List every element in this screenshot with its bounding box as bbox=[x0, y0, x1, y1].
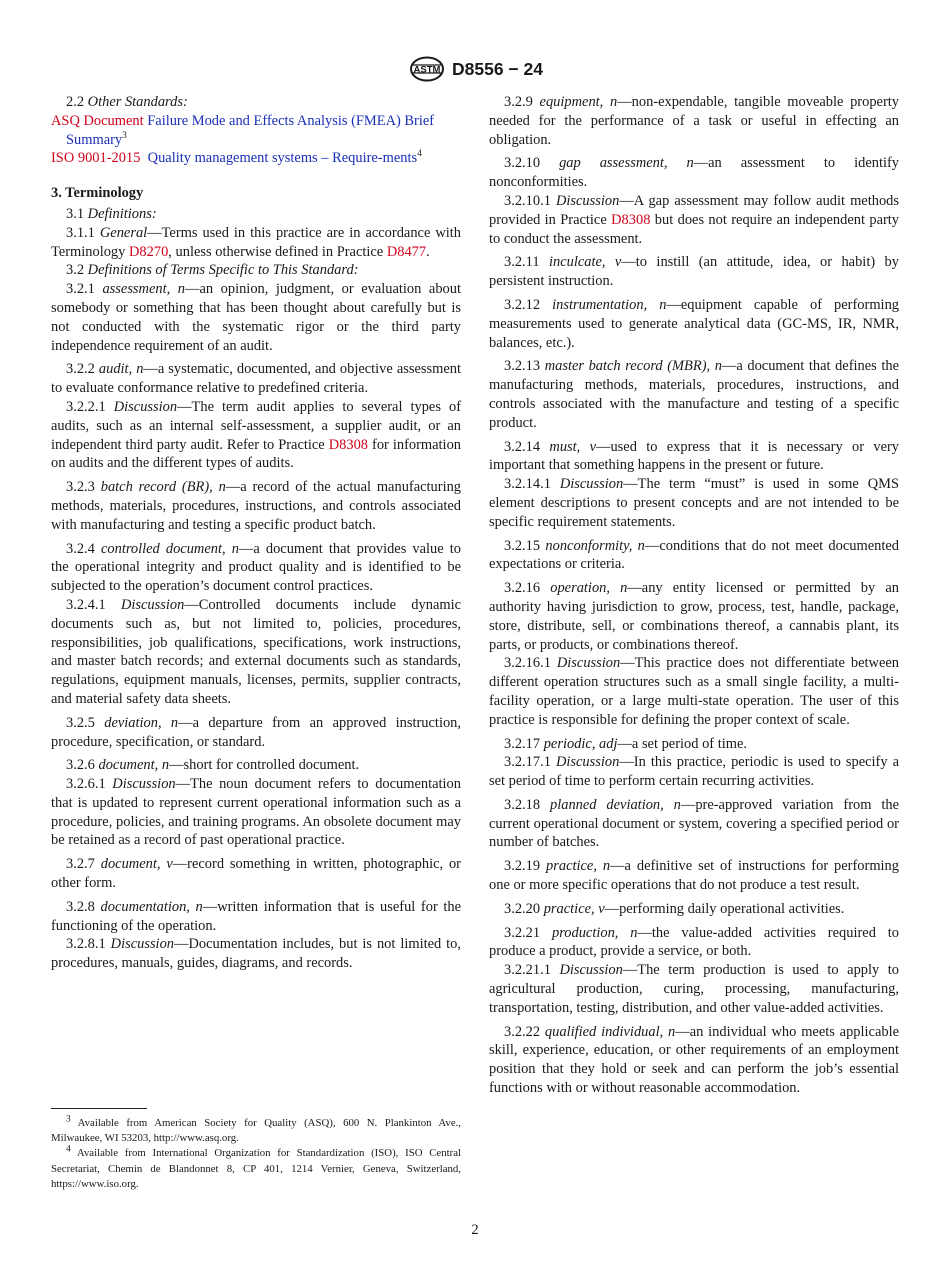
definition-audit: 3.2.2 audit, n—a systematic, documented, and objective assessment to evaluate conformance relative to predefined criteria. bbox=[51, 361, 461, 397]
definition-equipment: 3.2.9 equipment, n—non-expendable, tangible moveable property needed for the performance of a task or useful in effecting an obligation. bbox=[489, 94, 899, 148]
section-2-2: 2.2 Other Standards: bbox=[66, 94, 188, 110]
definition-gap-assessment: 3.2.10 gap assessment, n—an assessment to identify nonconformities. bbox=[489, 155, 900, 191]
definition-production: 3.2.21 production, n—the value-added activities required to produce a product, provide a service, or both. bbox=[489, 924, 899, 960]
right-column bbox=[489, 93, 899, 1098]
definition-master-batch-record: 3.2.13 master batch record (MBR), n—a document that defines the manufacturing methods, materials, procedures, instructions, and controls associated with the manufacture and testing of a specific product. bbox=[489, 358, 900, 431]
asq-title-link[interactable]: Failure Mode and Effects Analysis (FMEA) Brief Summary bbox=[66, 112, 435, 148]
page-number: 2 bbox=[471, 1222, 479, 1238]
discussion-periodic: 3.2.17.1 Discussion—In this practice, periodic is used to specify a set period of time to perform certain recurring activities. bbox=[489, 754, 900, 790]
definition-document-noun: 3.2.6 document, n—short for controlled document. bbox=[66, 757, 360, 774]
document-designation: D8556 − 24 bbox=[452, 59, 543, 79]
definition-nonconformity: 3.2.15 nonconformity, n—conditions that do not meet documented expectations or criteria. bbox=[489, 537, 899, 573]
footnote-mark: 3 bbox=[122, 130, 127, 141]
definition-practice-verb: 3.2.20 practice, v—performing daily operational activities. bbox=[504, 900, 845, 917]
discussion-documentation: 3.2.8.1 Discussion—Documentation includes, but is not limited to, procedures, manuals, guides, diagrams, and records. bbox=[51, 936, 462, 972]
definition-must: 3.2.14 must, v—used to express that it is necessary or very important that something happens in the present or future. bbox=[489, 438, 900, 474]
asq-reference bbox=[51, 112, 461, 150]
discussion-document: 3.2.6.1 Discussion—The noun document refers to documentation that is updated to represent current operational information such as a procedure, policies, and training programs. An obsolete document may be retained as a record of past operational practice. bbox=[51, 776, 461, 849]
footnote-4: $^4$ Available from International Organization for Standardization (ISO), ISO Central Secretariat, Chemin de Blandonnet 8, CP 401, 1214 Vernier, Geneva, Switzerland, https://www.iso.org. bbox=[51, 1144, 462, 1190]
discussion-must: 3.2.14.1 Discussion—The term “must” is used in some QMS element descriptions to present concepts and are not intended to be specific requirement statements. bbox=[489, 476, 899, 530]
definition-practice-noun: 3.2.19 practice, n—a definitive set of instructions for performing one or more specific operations that do not produce a test result. bbox=[489, 858, 899, 894]
definition-deviation: 3.2.5 deviation, n—a departure from an approved instruction, procedure, specification, or standard. bbox=[51, 714, 461, 750]
section-3-1-1: 3.1.1 General—Terms used in this practice are in accordance with Terminology D8270, unless otherwise defined in Practice D8477. bbox=[51, 224, 461, 260]
definition-assessment: 3.2.1 assessment, n—an opinion, judgment, or evaluation about somebody or something that has been thought about carefully but is not conducted with the systematic rigor or the third party independence requirement of an audit. bbox=[51, 281, 462, 354]
definition-batch-record: 3.2.3 batch record (BR), n—a record of the actual manufacturing methods, materials, procedures, instructions, and controls associated with manufacturing and testing a specific product batch. bbox=[51, 479, 462, 533]
discussion-gap-assessment: 3.2.10.1 Discussion—A gap assessment may follow audit methods provided in Practice D8308 but does not require an independent party to conduct the assessment. bbox=[489, 192, 900, 247]
footnotes bbox=[51, 1116, 461, 1192]
discussion-controlled-document: 3.2.4.1 Discussion—Controlled documents include dynamic documents such as, but not limited to, policies, procedures, responsibilities, job qualifications, specifications, work instructions, and master batch records; and external documents such as standards, regulations, equipment manuals, licenses, permits, supplier contracts, and material safety data sheets. bbox=[51, 596, 462, 707]
definition-document-verb: 3.2.7 document, v—record something in written, photographic, or other form. bbox=[51, 856, 461, 892]
discussion-operation: 3.2.16.1 Discussion—This practice does not differentiate between different operation structures such as a small single facility, a multi-facility operation, or a large multi-state operation. The user of this practice is responsible for defining the proper context of scale. bbox=[489, 655, 899, 728]
ref-d8477-link[interactable]: D8477 bbox=[386, 243, 427, 260]
section-3-1: 3.1 Definitions: bbox=[66, 205, 157, 222]
iso-reference bbox=[51, 149, 461, 168]
definition-periodic: 3.2.17 periodic, adj—a set period of time. bbox=[504, 735, 747, 752]
section-heading-terminology: 3. Terminology bbox=[51, 185, 144, 202]
definition-inculcate: 3.2.11 inculcate, v—to instill (an attitude, idea, or habit) by persistent instruction. bbox=[489, 254, 899, 290]
section-3-2: 3.2 Definitions of Terms Specific to This Standard: bbox=[66, 262, 359, 279]
asq-org-link[interactable]: ASQ Document bbox=[51, 112, 144, 129]
footnote-3: $^3$ Available from American Society for Quality (ASQ), 600 N. Plankinton Ave., Milwaukee, WI 53203, http://www.asq.org. bbox=[51, 1114, 462, 1145]
discussion-audit: 3.2.2.1 Discussion—The term audit applies to several types of audits, such as an internal self-assessment, a supplier audit, or an independent third party audit. Refer to Practice D8308 for information on audits and the different types of audits. bbox=[51, 398, 462, 472]
iso-code-link[interactable]: ISO 9001-2015 bbox=[51, 150, 141, 167]
left-column bbox=[51, 93, 461, 973]
definition-controlled-document: 3.2.4 controlled document, n—a document that provides value to the operational integrity and product quality and is identified to be subjected to the operation’s document control practices. bbox=[51, 540, 462, 595]
footnote-divider bbox=[51, 1108, 147, 1109]
definition-operation: 3.2.16 operation, n—any entity licensed or permitted by an authority having jurisdiction to grow, process, test, handle, package, store, distribute, sell, or combinations thereof, a cannabis plant, its parts, or products, or combinations thereof. bbox=[489, 580, 899, 653]
page-header bbox=[0, 56, 950, 82]
ref-d8270-link[interactable]: D8270 bbox=[128, 243, 169, 260]
definition-qualified-individual: 3.2.22 qualified individual, n—an individual who meets applicable skill, experience, education, or other requirements of an employment position that they hold or seek and can perform the job’s essential functions with or without reasonable accommodation. bbox=[489, 1023, 900, 1097]
discussion-production: 3.2.21.1 Discussion—The term production is used to apply to agricultural production, curing, processing, manufacturing, transportation, testing, distribution, and other value-added activities. bbox=[489, 962, 899, 1016]
definition-instrumentation: 3.2.12 instrumentation, n—equipment capable of performing measurements used to generate analytical data (GC-MS, IR, NMR, balances, etc.). bbox=[489, 296, 900, 351]
iso-title-link[interactable]: Quality management systems – Require-ments bbox=[147, 150, 418, 167]
definition-planned-deviation: 3.2.18 planned deviation, n—pre-approved variation from the current operational document or system, covering a specified period or number of batches. bbox=[489, 796, 899, 851]
definition-documentation: 3.2.8 documentation, n—written information that is useful for the functioning of the operation. bbox=[51, 898, 462, 934]
ref-d8308-link[interactable]: D8308 bbox=[328, 436, 369, 453]
footnote-mark: 4 bbox=[417, 149, 422, 160]
astm-logo-icon bbox=[409, 56, 445, 82]
svg-text:ASTM: ASTM bbox=[413, 64, 441, 76]
ref-d8308-link[interactable]: D8308 bbox=[611, 211, 651, 228]
